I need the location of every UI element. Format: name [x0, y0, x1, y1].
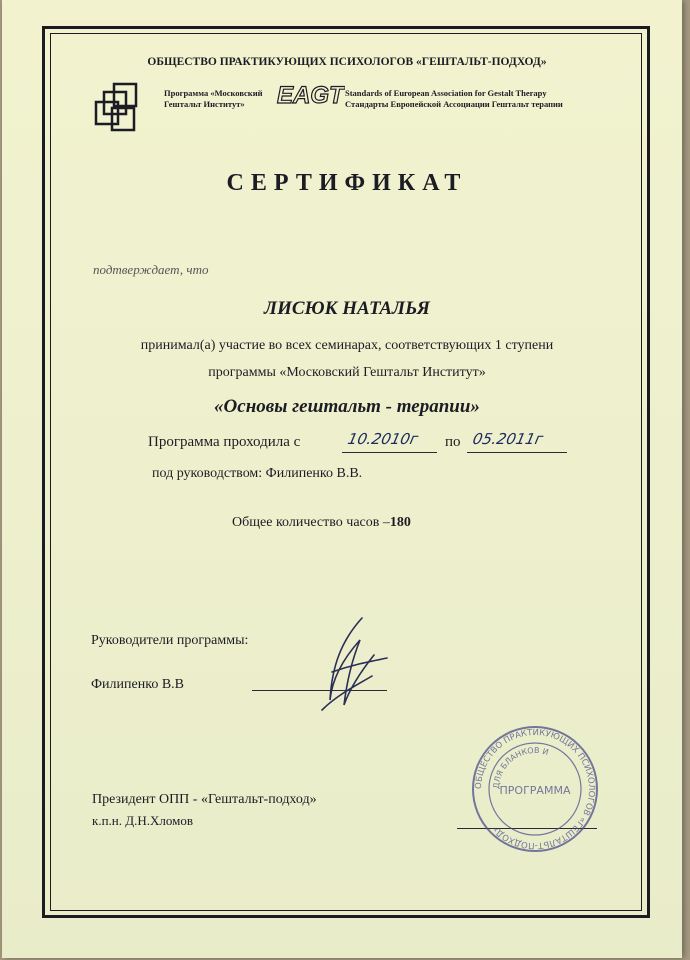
certificate-sheet — [2, 0, 682, 958]
confirms-text: подтверждает, что — [93, 262, 209, 277]
heads-label: Руководители программы: — [91, 633, 249, 648]
round-stamp — [470, 724, 600, 854]
gestalt-squares-logo — [94, 82, 144, 134]
standards-en: Standards of European Association for Gestalt Therapy — [345, 88, 547, 98]
president-line: Президент ОПП - «Гештальт-подход» — [92, 792, 317, 807]
hours-value: 180 — [389, 515, 411, 530]
date-from-handwritten: 10.2010г — [346, 430, 420, 448]
program-line-1: Программа «Московский — [164, 88, 263, 98]
president-name: к.п.н. Д.Н.Хломов — [92, 813, 193, 828]
svg-text:ОБЩЕСТВО ПРАКТИКУЮЩИХ ПСИХОЛОГ: ОБЩЕСТВО ПРАКТИКУЮЩИХ ПСИХОЛОГОВ «ГЕШТАЛЬТ-ПОДХОД» — [473, 727, 597, 851]
leader-line: под руководством: Филипенко В.В. — [152, 466, 363, 481]
to-word: по — [445, 434, 461, 450]
eagt-logo — [275, 80, 345, 108]
hours-line — [232, 515, 411, 531]
svg-text:ДЛЯ БЛАНКОВ И: ДЛЯ БЛАНКОВ И — [491, 745, 550, 790]
hours-label: Общее количество часов – — [232, 515, 390, 530]
certificate-title: СЕРТИФИКАТ — [226, 170, 468, 196]
svg-text:ПРОГРАММА: ПРОГРАММА — [499, 784, 571, 797]
date-from-field — [342, 432, 437, 453]
recipient-name: ЛИСЮК НАТАЛЬЯ — [264, 298, 430, 319]
org-title: ОБЩЕСТВО ПРАКТИКУЮЩИХ ПСИХОЛОГОВ «ГЕШТАЛЬТ-ПОДХОД» — [147, 56, 547, 68]
course-title: «Основы гештальт - терапии» — [214, 396, 480, 417]
svg-text:EAGT: EAGT — [277, 82, 344, 108]
standards-ru: Стандарты Европейской Ассоциации Гештальт терапии — [345, 99, 563, 109]
program-line-2: Гештальт Институт» — [164, 99, 245, 109]
date-to-handwritten: 05.2011г — [471, 430, 545, 448]
program-ran-label: Программа проходила с — [148, 434, 301, 450]
participation-line-1: принимал(а) участие во всех семинарах, соответствующих 1 ступени — [140, 338, 554, 353]
date-to-field — [467, 432, 567, 453]
handwritten-signature — [302, 610, 392, 720]
participation-line-2: программы «Московский Гештальт Институт» — [208, 365, 486, 380]
head-name: Филипенко В.В — [91, 677, 184, 692]
